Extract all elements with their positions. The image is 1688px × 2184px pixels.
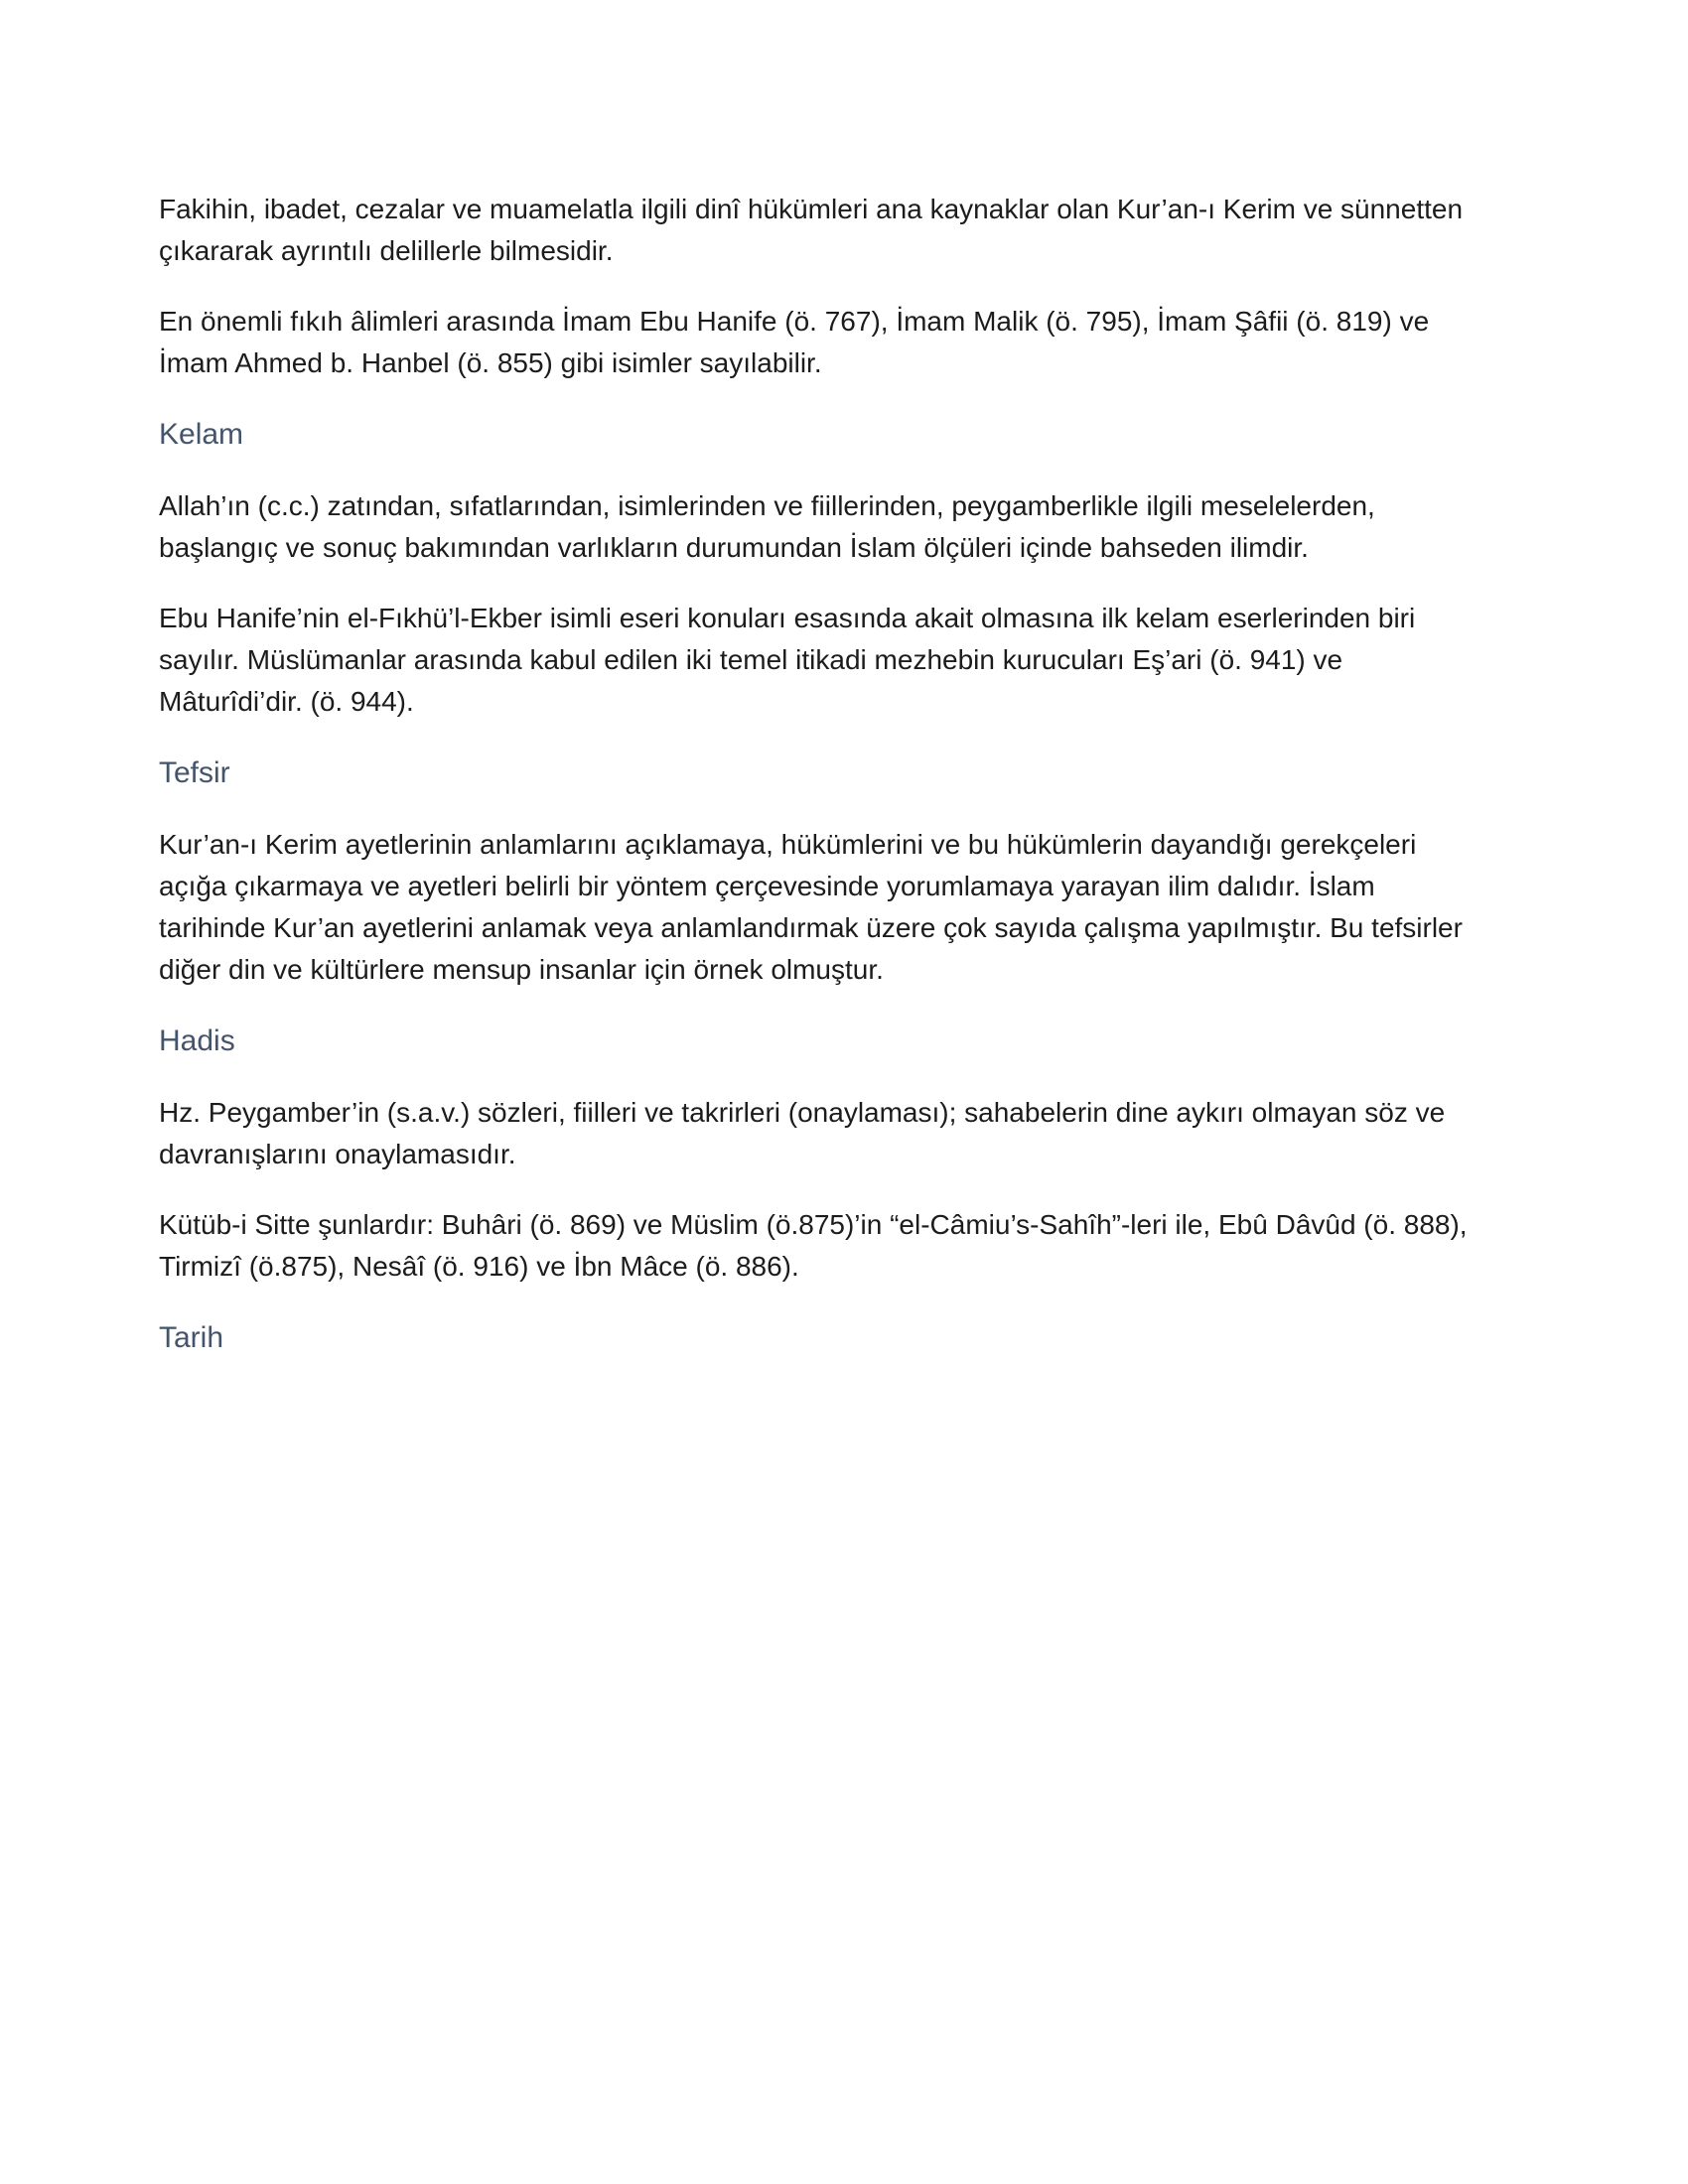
document-content bbox=[159, 189, 1470, 1389]
paragraph-tefsir-definition: Kur’an-ı Kerim ayetlerinin anlamlarını açıklamaya, hükümlerini ve bu hükümlerin dayandığı gerekçeleri açığa çıkarmaya ve ayetleri belirli bir yöntem çerçevesinde yorumlamaya yarayan ilim dalıdır. İslam tarihinde Kur’an ayetlerini anlamak veya anlamlandırmak üzere çok sayıda çalışma yapılmıştır. Bu tefsirler diğer din ve kültürlere mensup insanlar için örnek olmuştur. bbox=[159, 829, 1463, 985]
paragraph-fikih-scholars: En önemli fıkıh âlimleri arasında İmam Ebu Hanife (ö. 767), İmam Malik (ö. 795), İmam Şâfii (ö. 819) ve İmam Ahmed b. Hanbel (ö. 855) gibi isimler sayılabilir. bbox=[159, 306, 1430, 378]
paragraph-fikih-definition: Fakihin, ibadet, cezalar ve muamelatla ilgili dinî hükümleri ana kaynaklar olan Kur’an-ı Kerim ve sünnetten çıkararak ayrıntılı delillerle bilmesidir. bbox=[159, 194, 1464, 266]
paragraph-kutub-i-sitte: Kütüb-i Sitte şunlardır: Buhâri (ö. 869) ve Müslim (ö.875)’in “el-Câmiu’s-Sahîh”-leri ile, Ebû Dâvûd (ö. 888), Tirmizî (ö.875), Nesâî (ö. 916) ve İbn Mâce (ö. 886). bbox=[159, 1209, 1468, 1282]
paragraph-kelam-definition: Allah’ın (c.c.) zatından, sıfatlarından, isimlerinden ve fiillerinden, peygamberlikle ilgili meselelerden, başlangıç ve sonuç bakımından varlıkların durumundan İslam ölçüleri içinde bahseden ilimdir. bbox=[159, 490, 1375, 563]
heading-tarih: Tarih bbox=[159, 1321, 224, 1354]
paragraph-hadis-definition: Hz. Peygamber’in (s.a.v.) sözleri, fiilleri ve takrirleri (onaylaması); sahabelerin dine aykırı olmayan söz ve davranışlarını onaylamasıdır. bbox=[159, 1097, 1446, 1169]
heading-kelam: Kelam bbox=[159, 418, 244, 451]
heading-tefsir: Tefsir bbox=[159, 756, 230, 789]
paragraph-kelam-works: Ebu Hanife’nin el-Fıkhü’l-Ekber isimli eseri konuları esasında akait olmasına ilk kelam eserlerinden biri sayılır. Müslümanlar arasında kabul edilen iki temel itikadi mezhebin kurucuları Eş’ari (ö. 941) ve Mâturîdi’dir. (ö. 944). bbox=[159, 603, 1416, 717]
heading-hadis: Hadis bbox=[159, 1024, 235, 1057]
